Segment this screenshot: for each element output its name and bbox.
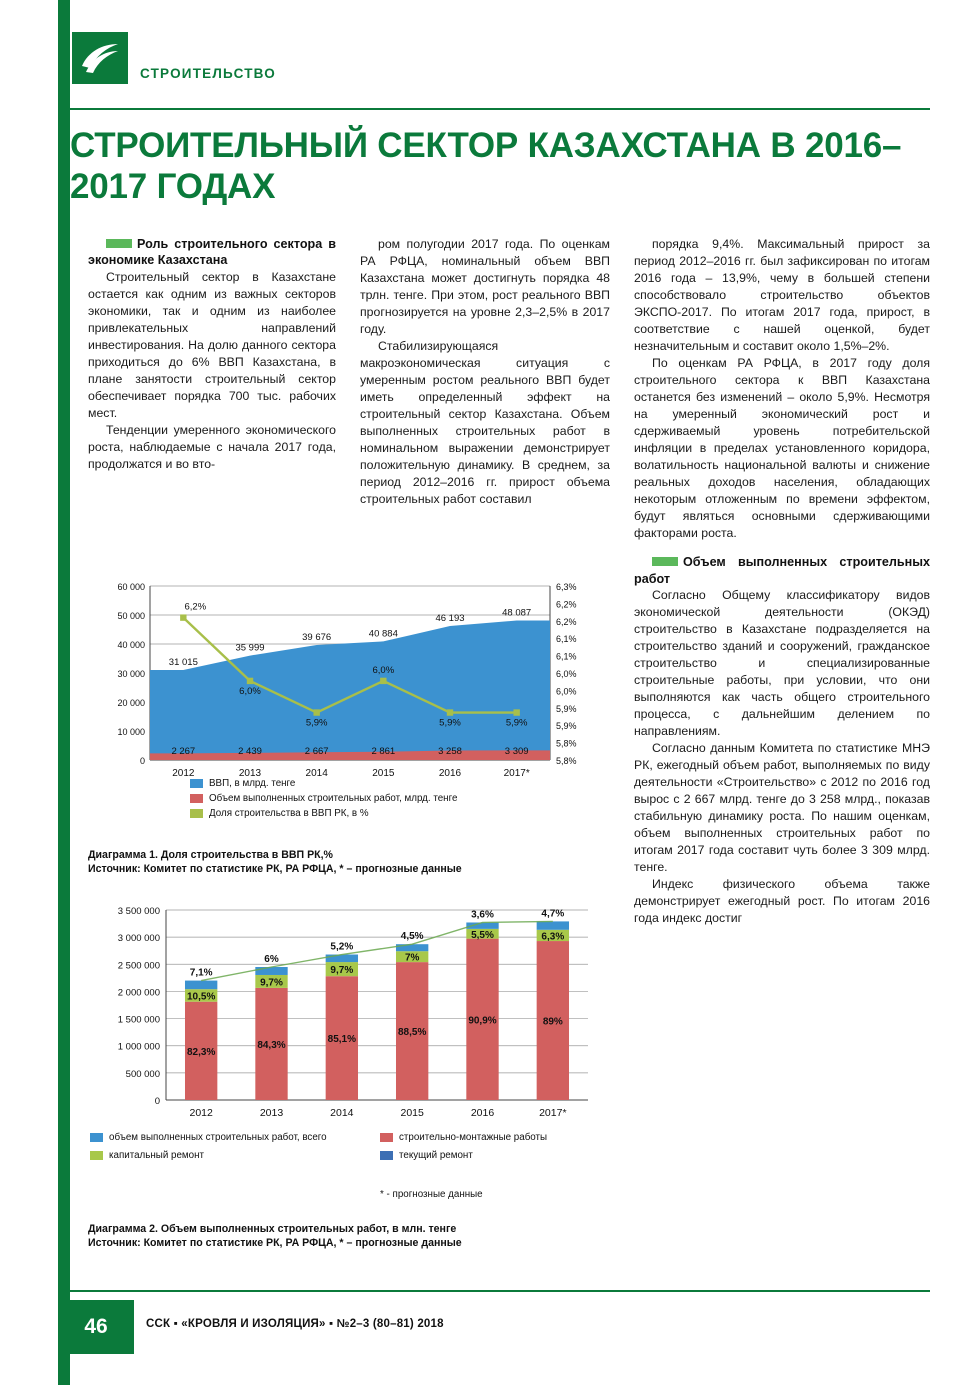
legend-swatch-works	[190, 794, 203, 803]
svg-text:50 000: 50 000	[117, 611, 145, 621]
legend-label: Объем выполненных строительных работ, млрд. тенге	[209, 793, 458, 804]
svg-text:5,5%: 5,5%	[471, 929, 494, 941]
legend-label: объем выполненных строительных работ, всего	[109, 1132, 327, 1143]
svg-text:6,3%: 6,3%	[541, 931, 565, 943]
svg-text:10 000: 10 000	[117, 727, 145, 737]
svg-text:2012: 2012	[172, 768, 195, 779]
paragraph: Индекс физического объема также демонстрирует ежегодный рост. По итогам 2016 года индекс достиг	[634, 877, 930, 926]
paragraph: порядка 9,4%. Максимальный прирост за период 2012–2016 гг. был зафиксирован по итогам 2016 года – 13,9%, чему в большей степени способствовало строительство объектов ЭКСПО-2017. По итогам 2017 года, прирост, в соответствие с нашей оценкой, будет незначительным и составит около 1,5%–2%.	[634, 237, 930, 354]
svg-text:2015: 2015	[400, 1107, 424, 1119]
legend-item	[380, 1132, 547, 1143]
svg-text:4,5%: 4,5%	[400, 931, 424, 943]
svg-text:6,0%: 6,0%	[372, 664, 395, 676]
subheading-volume: Объем выполненных строительных работ	[634, 555, 930, 586]
left-green-bar	[58, 0, 70, 1385]
footer-divider	[58, 1290, 930, 1292]
subheading-role: Роль строительного сектора в экономике Казахстана	[88, 237, 336, 268]
page-title: СТРОИТЕЛЬНЫЙ СЕКТОР КАЗАХСТАНА В 2016–2017 ГОДАХ	[70, 126, 902, 206]
svg-text:6,0%: 6,0%	[239, 685, 261, 697]
svg-text:82,3%: 82,3%	[186, 1046, 216, 1058]
svg-text:4,7%: 4,7%	[541, 908, 565, 920]
svg-text:7%: 7%	[404, 952, 420, 964]
paragraph: По оценкам РА РФЦА, в 2017 году доля строительного сектора к ВВП Казахстана останется без изменений – около 5,9%. Несмотря на умеренный экономический рост и сдерживаемый уровень потребительской инфляции в пределах установленного коридора, волатильность национальной валюты и снижение реальных доходов населения, обладающих некоторым отложенным по времени эффектом, будут являться основными сдерживающими факторами роста.	[634, 356, 930, 541]
footer-text: ССК ▪ «КРОВЛЯ И ИЗОЛЯЦИЯ» ▪ №2–3 (80–81) 2018	[146, 1318, 444, 1330]
legend-item	[90, 1132, 380, 1143]
svg-text:0: 0	[139, 756, 145, 766]
legend-label: строительно-монтажные работы	[399, 1132, 548, 1143]
svg-text:2013: 2013	[259, 1107, 284, 1119]
svg-text:5,9%: 5,9%	[305, 717, 328, 729]
paragraph: Согласно Общему классификатору видов экономической деятельности (ОКЭД) строительство в Казахстане подразделяется на строительство зданий и сооружений, гражданское строительство и специализированные строительные работы, при условии, что они выполняются как часть общего строительного процесса, с дальнейшим делением по направлениям.	[634, 588, 930, 739]
svg-text:35 999: 35 999	[235, 642, 265, 654]
chart-2-title: Диаграмма 2. Объем выполненных строительных работ, в млн. тенге	[88, 1223, 457, 1235]
legend-swatch-smr	[380, 1133, 393, 1142]
legend-item	[190, 793, 457, 804]
svg-text:6,0%: 6,0%	[556, 686, 577, 697]
column-2	[360, 236, 610, 508]
chart-1-caption	[88, 848, 608, 877]
svg-text:39 676: 39 676	[302, 631, 332, 643]
svg-text:40 000: 40 000	[117, 640, 145, 650]
svg-text:5,9%: 5,9%	[556, 703, 577, 714]
svg-text:6,2%: 6,2%	[556, 599, 577, 610]
svg-text:6,2%: 6,2%	[184, 601, 207, 613]
svg-text:89%: 89%	[542, 1016, 563, 1028]
svg-text:84,3%: 84,3%	[257, 1039, 286, 1051]
svg-text:5,9%: 5,9%	[439, 717, 461, 729]
svg-text:3 000 000: 3 000 000	[117, 933, 160, 945]
paragraph: Стабилизирующаяся макроэкономическая ситуация с умеренным ростом реального ВВП будет иметь определенный эффект на строительный сектор Казахстана. Объем выполненных строительных работ в номинальном выражении демонстрирует положительную динамику. В среднем, за период 2012–2016 гг. прирост объема строительных работ составил	[360, 339, 610, 507]
rubric-label: СТРОИТЕЛЬСТВО	[140, 66, 276, 81]
svg-text:3 500 000: 3 500 000	[117, 906, 160, 917]
legend-swatch-total	[90, 1133, 103, 1142]
chart-1-legend	[190, 778, 457, 823]
svg-text:5,9%: 5,9%	[556, 721, 577, 732]
svg-text:1 000 000: 1 000 000	[117, 1041, 160, 1053]
svg-text:3 258: 3 258	[438, 746, 462, 757]
svg-text:7,1%: 7,1%	[189, 967, 213, 979]
legend-item	[380, 1150, 473, 1161]
svg-text:2014: 2014	[330, 1107, 354, 1119]
svg-text:46 193: 46 193	[435, 613, 465, 625]
svg-text:2 267: 2 267	[171, 746, 196, 757]
svg-text:2 861: 2 861	[371, 746, 396, 757]
svg-text:2015: 2015	[372, 768, 395, 779]
svg-text:90,9%: 90,9%	[468, 1015, 497, 1027]
svg-text:6,1%: 6,1%	[556, 634, 577, 645]
chart-2-legend	[90, 1132, 610, 1165]
svg-text:6,1%: 6,1%	[556, 651, 577, 662]
svg-text:9,7%: 9,7%	[260, 977, 283, 989]
svg-text:0: 0	[154, 1096, 160, 1107]
svg-text:5,8%: 5,8%	[556, 738, 577, 749]
svg-text:2 000 000: 2 000 000	[117, 987, 160, 999]
legend-swatch-capital	[90, 1151, 103, 1160]
svg-text:31 015: 31 015	[168, 657, 198, 669]
svg-text:2016: 2016	[438, 768, 462, 779]
subhead-marker	[652, 557, 678, 566]
legend-swatch-gdp	[190, 779, 203, 788]
legend-label: Доля строительства в ВВП РК, в %	[209, 808, 369, 819]
chart-1-title: Диаграмма 1. Доля строительства в ВВП РК,%	[88, 849, 333, 861]
svg-text:6,0%: 6,0%	[556, 669, 577, 679]
paragraph: Строительный сектор в Казахстане остается как одним из важных секторов экономики, так и одним из наиболее привлекательных направлений инвестирования. На долю данного сектора приходиться до 6% ВВП Казахстана, в плане занятости строительный сектор обеспечивает порядка 700 тыс. рабочих мест.	[88, 269, 336, 420]
svg-text:5,8%: 5,8%	[556, 756, 577, 766]
legend-label: ВВП, в млрд. тенге	[209, 778, 296, 789]
svg-text:1 500 000: 1 500 000	[117, 1014, 160, 1026]
svg-text:2014: 2014	[305, 768, 328, 779]
svg-text:9,7%: 9,7%	[330, 965, 354, 977]
paragraph: ром полугодии 2017 года. По оценкам РА РФЦА, номинальный объем ВВП Казахстана может достигнуть порядка 48 трлн. тенге. При этом, рост реального ВВП прогнозируется на уровне 2,3–2,5% в 2017 году.	[360, 237, 610, 337]
legend-swatch-current	[380, 1151, 393, 1160]
column-1	[88, 236, 336, 473]
legend-item	[190, 778, 457, 789]
page-number: 46	[84, 1315, 108, 1338]
legend-item	[90, 1150, 380, 1161]
legend-label: текущий ремонт	[399, 1150, 473, 1161]
paragraph: Тенденции умеренного экономического роста, наблюдаемые с начала 2017 года, продолжатся и во вто-	[88, 422, 336, 471]
svg-text:30 000: 30 000	[117, 669, 145, 679]
svg-text:5,2%: 5,2%	[330, 941, 354, 953]
svg-text:500 000: 500 000	[125, 1068, 160, 1080]
svg-text:3,6%: 3,6%	[471, 909, 494, 921]
svg-text:5,9%: 5,9%	[505, 717, 528, 729]
paragraph: Согласно данным Комитета по статистике МНЭ РК, ежегодный объем работ, выполняемых по виду деятельности «Строительство» с 2012 по 2016 год вырос с 2 667 млрд. тенге до 3 258 млрд., показав стабильную динамику роста. По нашим оценкам, объем выполненных строительных работ по итогам 2017 года составит чуть более 3 309 млрд. тенге.	[634, 741, 930, 875]
legend-swatch-share	[190, 809, 203, 818]
svg-text:2 667: 2 667	[304, 746, 329, 757]
svg-text:40 884: 40 884	[368, 628, 398, 640]
svg-text:3 309: 3 309	[504, 746, 529, 757]
column-3	[634, 236, 930, 927]
svg-text:2013: 2013	[238, 768, 262, 779]
svg-text:60 000: 60 000	[117, 582, 145, 592]
chart-2-caption	[88, 1222, 608, 1251]
svg-text:2017*: 2017*	[539, 1107, 567, 1119]
svg-text:2016: 2016	[470, 1107, 495, 1119]
chart-2	[88, 900, 610, 1148]
subhead-marker	[106, 239, 132, 248]
svg-text:6%: 6%	[264, 954, 279, 965]
svg-text:10,5%: 10,5%	[186, 991, 216, 1003]
chart-2-note: * - прогнозные данные	[380, 1189, 483, 1200]
header-divider	[70, 108, 930, 110]
legend-label: капитальный ремонт	[109, 1150, 204, 1161]
svg-text:6,3%: 6,3%	[556, 582, 577, 592]
svg-text:2 439: 2 439	[238, 746, 262, 757]
svg-text:20 000: 20 000	[117, 698, 145, 708]
svg-text:2012: 2012	[189, 1107, 213, 1119]
svg-text:2 500 000: 2 500 000	[117, 960, 160, 972]
chart-2-source: Источник: Комитет по статистике РК, РА РФЦА, * – прогнозные данные	[88, 1237, 462, 1250]
svg-text:6,2%: 6,2%	[556, 616, 577, 627]
svg-text:88,5%: 88,5%	[397, 1027, 427, 1039]
legend-item	[190, 808, 457, 819]
svg-text:2017*: 2017*	[503, 768, 530, 779]
chart-1-source: Источник: Комитет по статистике РК, РА РФЦА, * – прогнозные данные	[88, 863, 462, 876]
company-logo-icon	[72, 32, 128, 84]
svg-text:48 087: 48 087	[502, 607, 532, 619]
svg-text:85,1%: 85,1%	[327, 1034, 357, 1046]
